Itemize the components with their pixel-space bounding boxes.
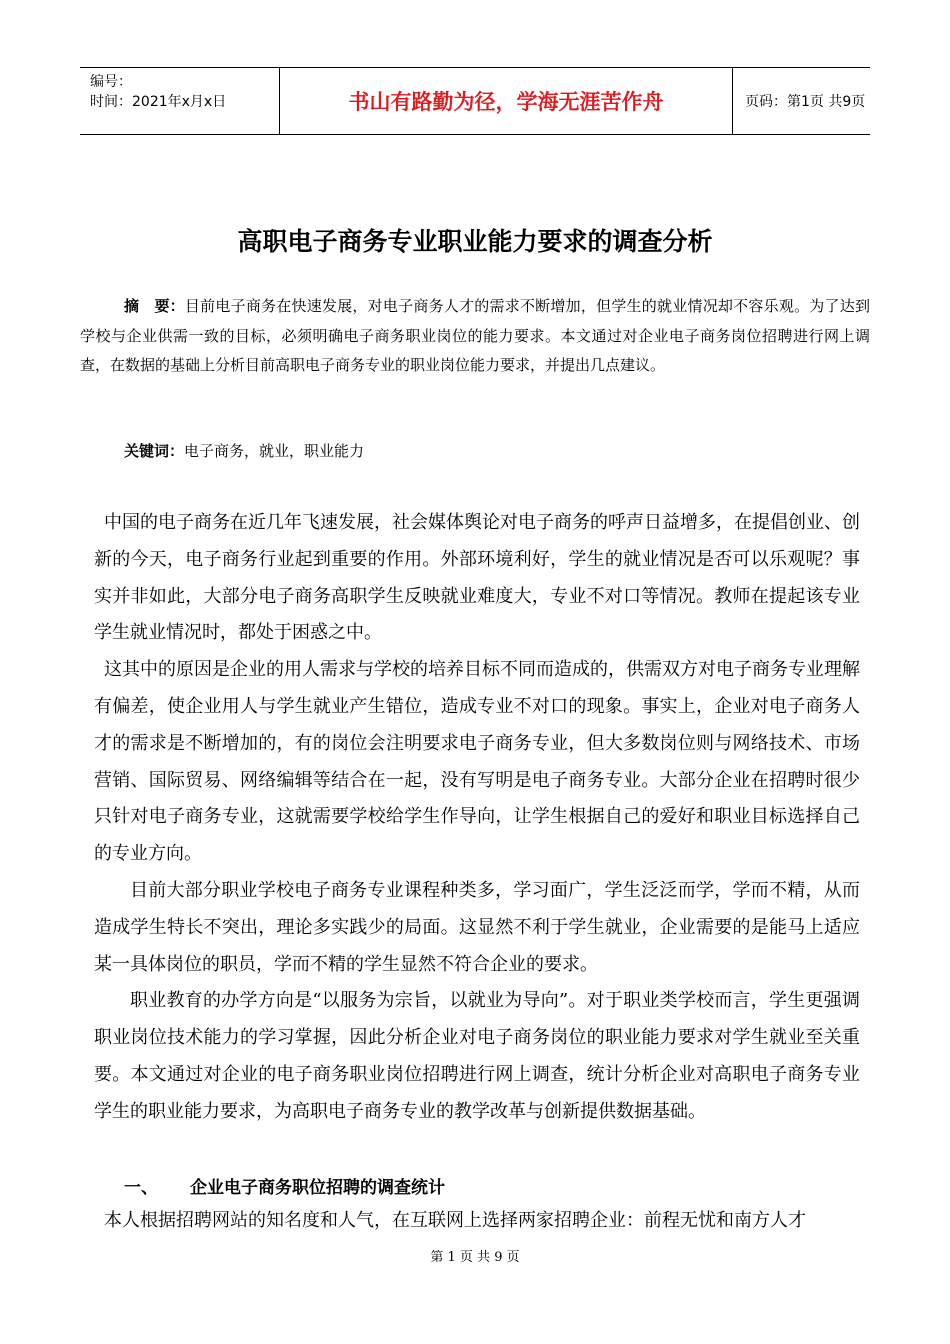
body-text bbox=[94, 505, 860, 1131]
abstract-text: 目前电子商务在快速发展，对电子商务人才的需求不断增加，但学生的就业情况却不容乐观。为了达到学校与企业供需一致的目标，必须明确电子商务职业岗位的能力要求。本文通过对企业电子商务岗位招聘进行网上调查，在数据的基础上分析目前高职电子商务专业的职业岗位能力要求，并提出几点建议。 bbox=[80, 297, 870, 374]
keywords-text: 电子商务，就业，职业能力 bbox=[184, 442, 365, 460]
keywords-label: 关键词： bbox=[124, 442, 185, 460]
paragraph: 中国的电子商务在近几年飞速发展，社会媒体舆论对电子商务的呼声日益增多，在提倡创业、创新的今天，电子商务行业起到重要的作用。外部环境利好，学生的就业情况是否可以乐观呢？事实并非如此，大部分电子商务高职学生反映就业难度大，专业不对口等情况。教师在提起该专业学生就业情况时，都处于困惑之中。 bbox=[94, 512, 860, 644]
header-meta bbox=[80, 68, 280, 134]
keywords bbox=[124, 440, 364, 461]
section-heading bbox=[124, 1173, 445, 1198]
paragraph: 这其中的原因是企业的用人需求与学校的培养目标不同而造成的，供需双方对电子商务专业理解有偏差，使企业用人与学生就业产生错位，造成专业不对口的现象。事实上，企业对电子商务人才的需求是不断增加的，有的岗位会注明要求电子商务专业，但大多数岗位则与网络技术、市场营销、国际贸易、网络编辑等结合在一起，没有写明是电子商务专业。大部分企业在招聘时很少只针对电子商务专业，这就需要学校给学生作导向，让学生根据自己的爱好和职业目标选择自己的专业方向。 bbox=[94, 659, 860, 865]
paragraph: 职业教育的办学方向是“以服务为宗旨，以就业为导向”。对于职业类学校而言，学生更强调职业岗位技术能力的学习掌握，因此分析企业对电子商务岗位的职业能力要求对学生就业至关重要。本文通过对企业的电子商务职业岗位招聘进行网上调查，统计分析企业对高职电子商务专业学生的职业能力要求，为高职电子商务专业的教学改革与创新提供数据基础。 bbox=[94, 990, 860, 1122]
number-label: 编号： bbox=[90, 74, 132, 90]
header-page-info: 页码：第1页 共9页 bbox=[745, 94, 866, 110]
abstract bbox=[80, 292, 870, 381]
section-number: 一、 bbox=[124, 1178, 158, 1198]
paragraph: 目前大部分职业学校电子商务专业课程种类多，学习面广，学生泛泛而学，学而不精，从而造成学生特长不突出，理论多实践少的局面。这显然不利于学生就业，企业需要的是能马上适应某一具体岗位的职员，学而不精的学生显然不符合企业的要求。 bbox=[94, 879, 860, 975]
section-title: 企业电子商务职位招聘的调查统计 bbox=[190, 1178, 445, 1198]
abstract-label: 摘 要： bbox=[124, 297, 185, 315]
page-footer: 第 1 页 共 9 页 bbox=[430, 1250, 520, 1265]
document-header bbox=[80, 67, 870, 135]
header-motto: 书山有路勤为径，学海无涯苦作舟 bbox=[280, 68, 733, 134]
paragraph: 本人根据招聘网站的知名度和人气，在互联网上选择两家招聘企业：前程无忧和南方人才 bbox=[104, 1210, 806, 1231]
document-title: 高职电子商务专业职业能力要求的调查分析 bbox=[237, 227, 713, 256]
time-label: 时间：2021年x月x日 bbox=[90, 94, 227, 110]
